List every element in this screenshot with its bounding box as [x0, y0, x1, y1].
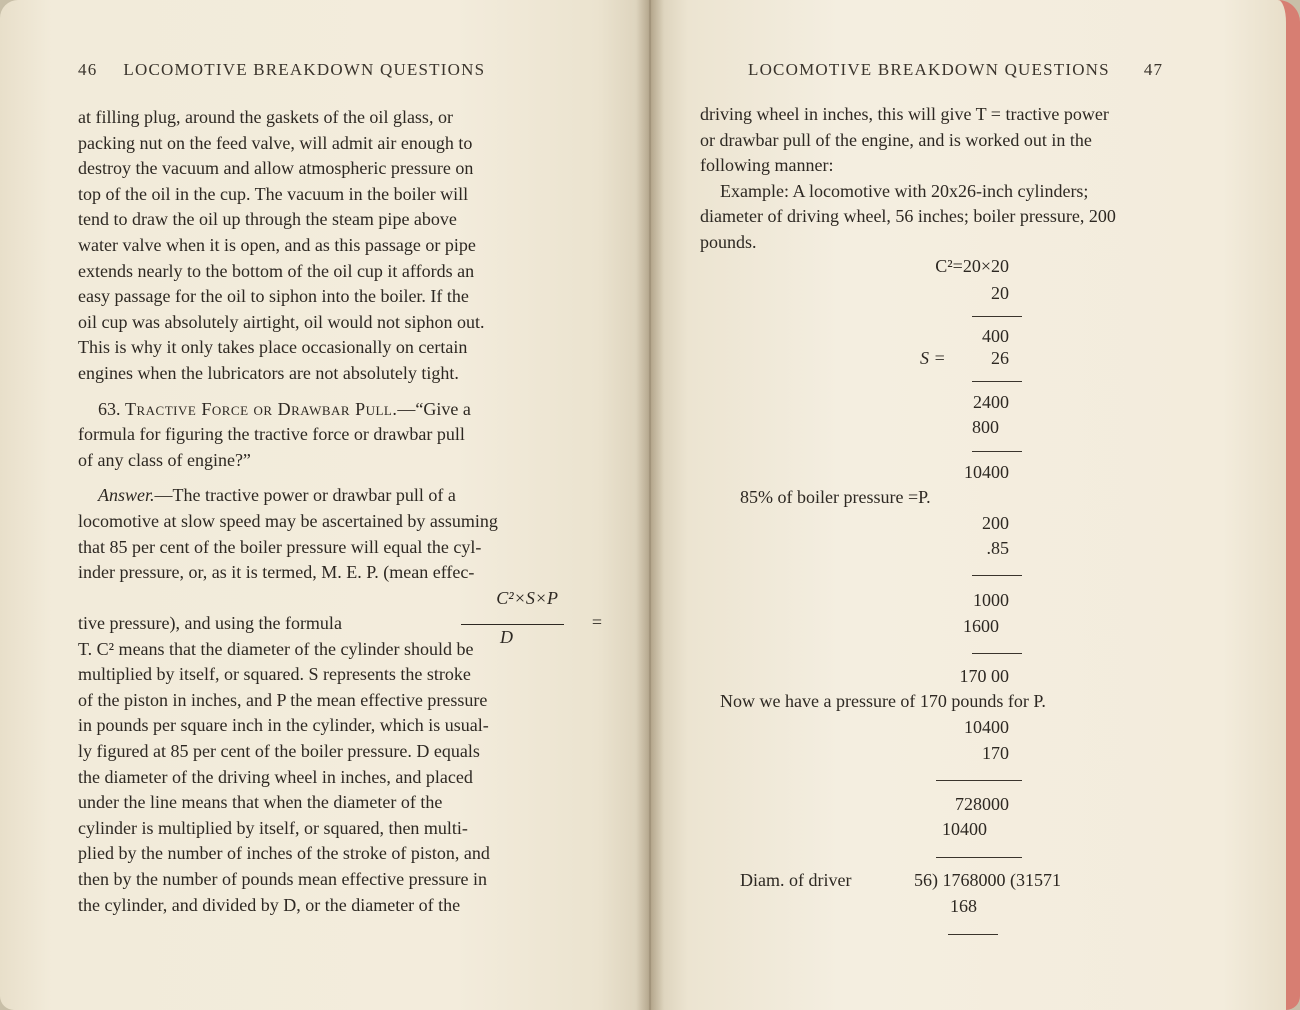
text-line: plied by the number of inches of the stroke of piston, and	[78, 843, 490, 864]
text-line: of any class of engine?”	[78, 449, 251, 470]
question-title: Tractive Force or Drawbar Pull.	[125, 398, 398, 419]
left-running-head	[78, 60, 485, 80]
answer-text: —The tractive power or drawbar pull of a	[154, 485, 456, 506]
calc-value: 10400	[964, 717, 1009, 737]
right-running-head	[748, 60, 1163, 80]
calc-rule	[948, 934, 998, 935]
answer-label: Answer.	[98, 485, 155, 506]
book-gutter	[636, 0, 664, 1010]
text-line: top of the oil in the cup. The vacuum in the boiler will	[78, 183, 469, 204]
text-line: that 85 per cent of the boiler pressure will equal the cyl-	[78, 536, 482, 557]
calc-value: 20	[991, 283, 1009, 303]
left-page-number: 46	[78, 60, 98, 79]
calc-value: .85	[986, 538, 1009, 558]
text-line: then by the number of pounds mean effective pressure in	[78, 869, 488, 890]
right-page-number: 47	[1143, 60, 1164, 79]
calc-value: 800	[972, 417, 999, 437]
left-running-title: LOCOMOTIVE BREAKDOWN QUESTIONS	[123, 60, 486, 79]
calc-division-label: Diam. of driver	[740, 870, 852, 890]
calc-value: 1000	[973, 590, 1009, 610]
text-line: extends nearly to the bottom of the oil cup it affords an	[78, 260, 475, 281]
text-line: T. C² means that the diameter of the cylinder should be	[78, 638, 474, 659]
text-line: of the piston in inches, and P the mean effective pressure	[78, 689, 488, 710]
formula-equals: =	[591, 611, 602, 632]
calc-value: 26	[991, 348, 1009, 368]
calc-value: 168	[950, 896, 977, 916]
tractive-formula	[78, 586, 602, 647]
text-line: cylinder is multiplied by itself, or squared, then multi-	[78, 817, 468, 838]
calc-value: 10400	[942, 819, 987, 839]
calc-value: 200	[982, 513, 1009, 533]
right-body-text	[700, 102, 1224, 256]
text-line: inder pressure, or, as it is termed, M. E. P. (mean effec-	[78, 562, 475, 583]
text-line: the diameter of the driving wheel in inches, and placed	[78, 766, 473, 787]
text-line: following manner:	[700, 155, 834, 176]
text-line: packing nut on the feed valve, will admit air enough to	[78, 132, 473, 153]
question-number: 63.	[98, 398, 121, 419]
text-line: at filling plug, around the gaskets of the oil glass, or	[78, 107, 453, 127]
text-line: oil cup was absolutely airtight, oil would not siphon out.	[78, 311, 485, 332]
text-line: under the line means that when the diameter of the	[78, 792, 443, 813]
formula-text: tive pressure), and using the formula	[78, 612, 342, 633]
right-running-title: LOCOMOTIVE BREAKDOWN QUESTIONS	[748, 60, 1110, 79]
calc-c-squared: C²=20×20	[935, 256, 1009, 276]
calc-now-line: Now we have a pressure of 170 pounds for P.	[720, 691, 1046, 711]
calc-rule	[972, 451, 1022, 452]
calc-rule	[936, 857, 1022, 858]
calc-value: 2400	[973, 392, 1009, 412]
calc-division: 56) 1768000 (31571	[914, 870, 1061, 890]
answer-first-line	[78, 483, 602, 509]
text-line: driving wheel in inches, this will give T = tractive power	[700, 104, 1109, 124]
text-line: or drawbar pull of the engine, and is worked out in the	[700, 129, 1092, 150]
question-63-heading	[78, 397, 602, 423]
text-line: water valve when it is open, and as this passage or pipe	[78, 234, 476, 255]
text-line: tend to draw the oil up through the steam pipe above	[78, 209, 457, 230]
calc-value: 170	[982, 743, 1009, 763]
text-line: engines when the lubricators are not absolutely tight.	[78, 362, 459, 383]
calc-value: 1600	[963, 616, 999, 636]
text-line: destroy the vacuum and allow atmospheric pressure on	[78, 158, 474, 179]
text-line: the cylinder, and divided by D, or the diameter of the	[78, 894, 461, 915]
calc-rule	[936, 780, 1022, 781]
question-text: —“Give a	[397, 398, 471, 419]
calc-s-label: S =	[920, 348, 946, 368]
text-line: formula for figuring the tractive force or drawbar pull	[78, 424, 465, 445]
calc-value: 170 00	[959, 666, 1009, 686]
text-line: diameter of driving wheel, 56 inches; boiler pressure, 200	[700, 206, 1116, 227]
calc-rule	[972, 575, 1022, 576]
text-line: ly figured at 85 per cent of the boiler pressure. D equals	[78, 741, 480, 762]
text-line: easy passage for the oil to siphon into the boiler. If the	[78, 286, 469, 307]
calc-value: 400	[982, 326, 1009, 346]
text-line: locomotive at slow speed may be ascertained by assuming	[78, 510, 498, 531]
calc-value: 728000	[955, 794, 1009, 814]
text-line: This is why it only takes place occasionally on certain	[78, 337, 468, 358]
calc-rule	[972, 316, 1022, 317]
text-line: pounds.	[700, 231, 757, 252]
text-line: multiplied by itself, or squared. S represents the stroke	[78, 664, 471, 685]
calc-value: 10400	[964, 462, 1009, 482]
formula-numerator: C²×S×P	[496, 587, 558, 608]
text-line: Example: A locomotive with 20x26-inch cylinders;	[720, 180, 1089, 201]
left-body-text	[78, 105, 602, 918]
text-line: in pounds per square inch in the cylinder, which is usual-	[78, 715, 489, 736]
calc-rule	[972, 653, 1022, 654]
calc-rule	[972, 381, 1022, 382]
right-page	[650, 0, 1300, 1010]
calc-pressure-label: 85% of boiler pressure =P.	[740, 487, 931, 507]
formula-denominator: D	[500, 626, 513, 647]
